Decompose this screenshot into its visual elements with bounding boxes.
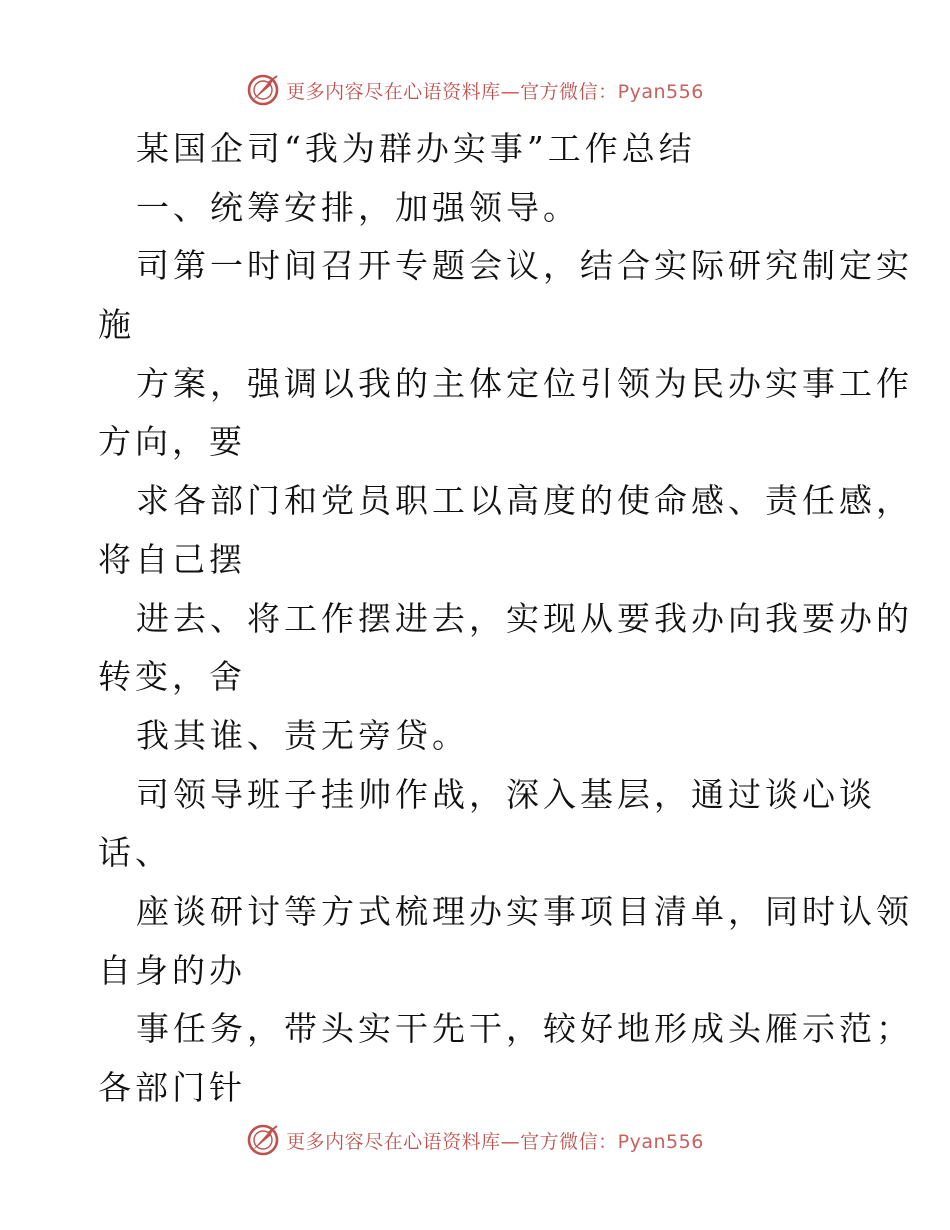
banner-account: Pyan556 bbox=[617, 80, 704, 103]
document-title: 某国企司“我为群办实事”工作总结 bbox=[136, 129, 696, 168]
paragraph-line: 座谈研讨等方式梳理办实事项目清单，同时认领 bbox=[136, 891, 913, 931]
banner-account: Pyan556 bbox=[617, 1130, 704, 1153]
paragraph-line: 各部门针 bbox=[98, 1068, 246, 1107]
paragraph-line: 我其谁、责无旁贷。 bbox=[136, 715, 469, 755]
document-body bbox=[98, 120, 913, 1118]
paragraph-line: 司领导班子挂帅作战，深入基层，通过谈心谈 bbox=[136, 774, 876, 814]
paragraph-line: 话、 bbox=[98, 833, 172, 873]
section-heading: 一、统筹安排，加强领导。 bbox=[136, 187, 580, 227]
paragraph-line: 方向，要 bbox=[98, 422, 246, 462]
paragraph-line: 方案，强调以我的主体定位引领为民办实事工作 bbox=[136, 363, 913, 403]
pen-logo-icon bbox=[246, 1123, 280, 1157]
header-banner bbox=[0, 68, 950, 112]
banner-text: 更多内容尽在心语资料库—官方微信：Pyan556 bbox=[286, 80, 704, 103]
banner-text: 更多内容尽在心语资料库—官方微信：Pyan556 bbox=[286, 1130, 704, 1153]
paragraph-line: 司第一时间召开专题会议，结合实际研究制定实 bbox=[136, 246, 913, 286]
footer-banner bbox=[0, 1118, 950, 1162]
pen-logo-icon bbox=[246, 73, 280, 107]
paragraph-line: 施 bbox=[98, 305, 135, 345]
paragraph-line: 转变，舍 bbox=[98, 657, 246, 697]
paragraph-line: 将自己摆 bbox=[98, 539, 246, 579]
paragraph-line: 求各部门和党员职工以高度的使命感、责任感， bbox=[136, 481, 913, 521]
paragraph-line: 自身的办 bbox=[98, 950, 246, 990]
paragraph-line: 进去、将工作摆进去，实现从要我办向我要办的 bbox=[136, 598, 913, 638]
paragraph-line: 事任务，带头实干先干，较好地形成头雁示范； bbox=[136, 1009, 913, 1049]
